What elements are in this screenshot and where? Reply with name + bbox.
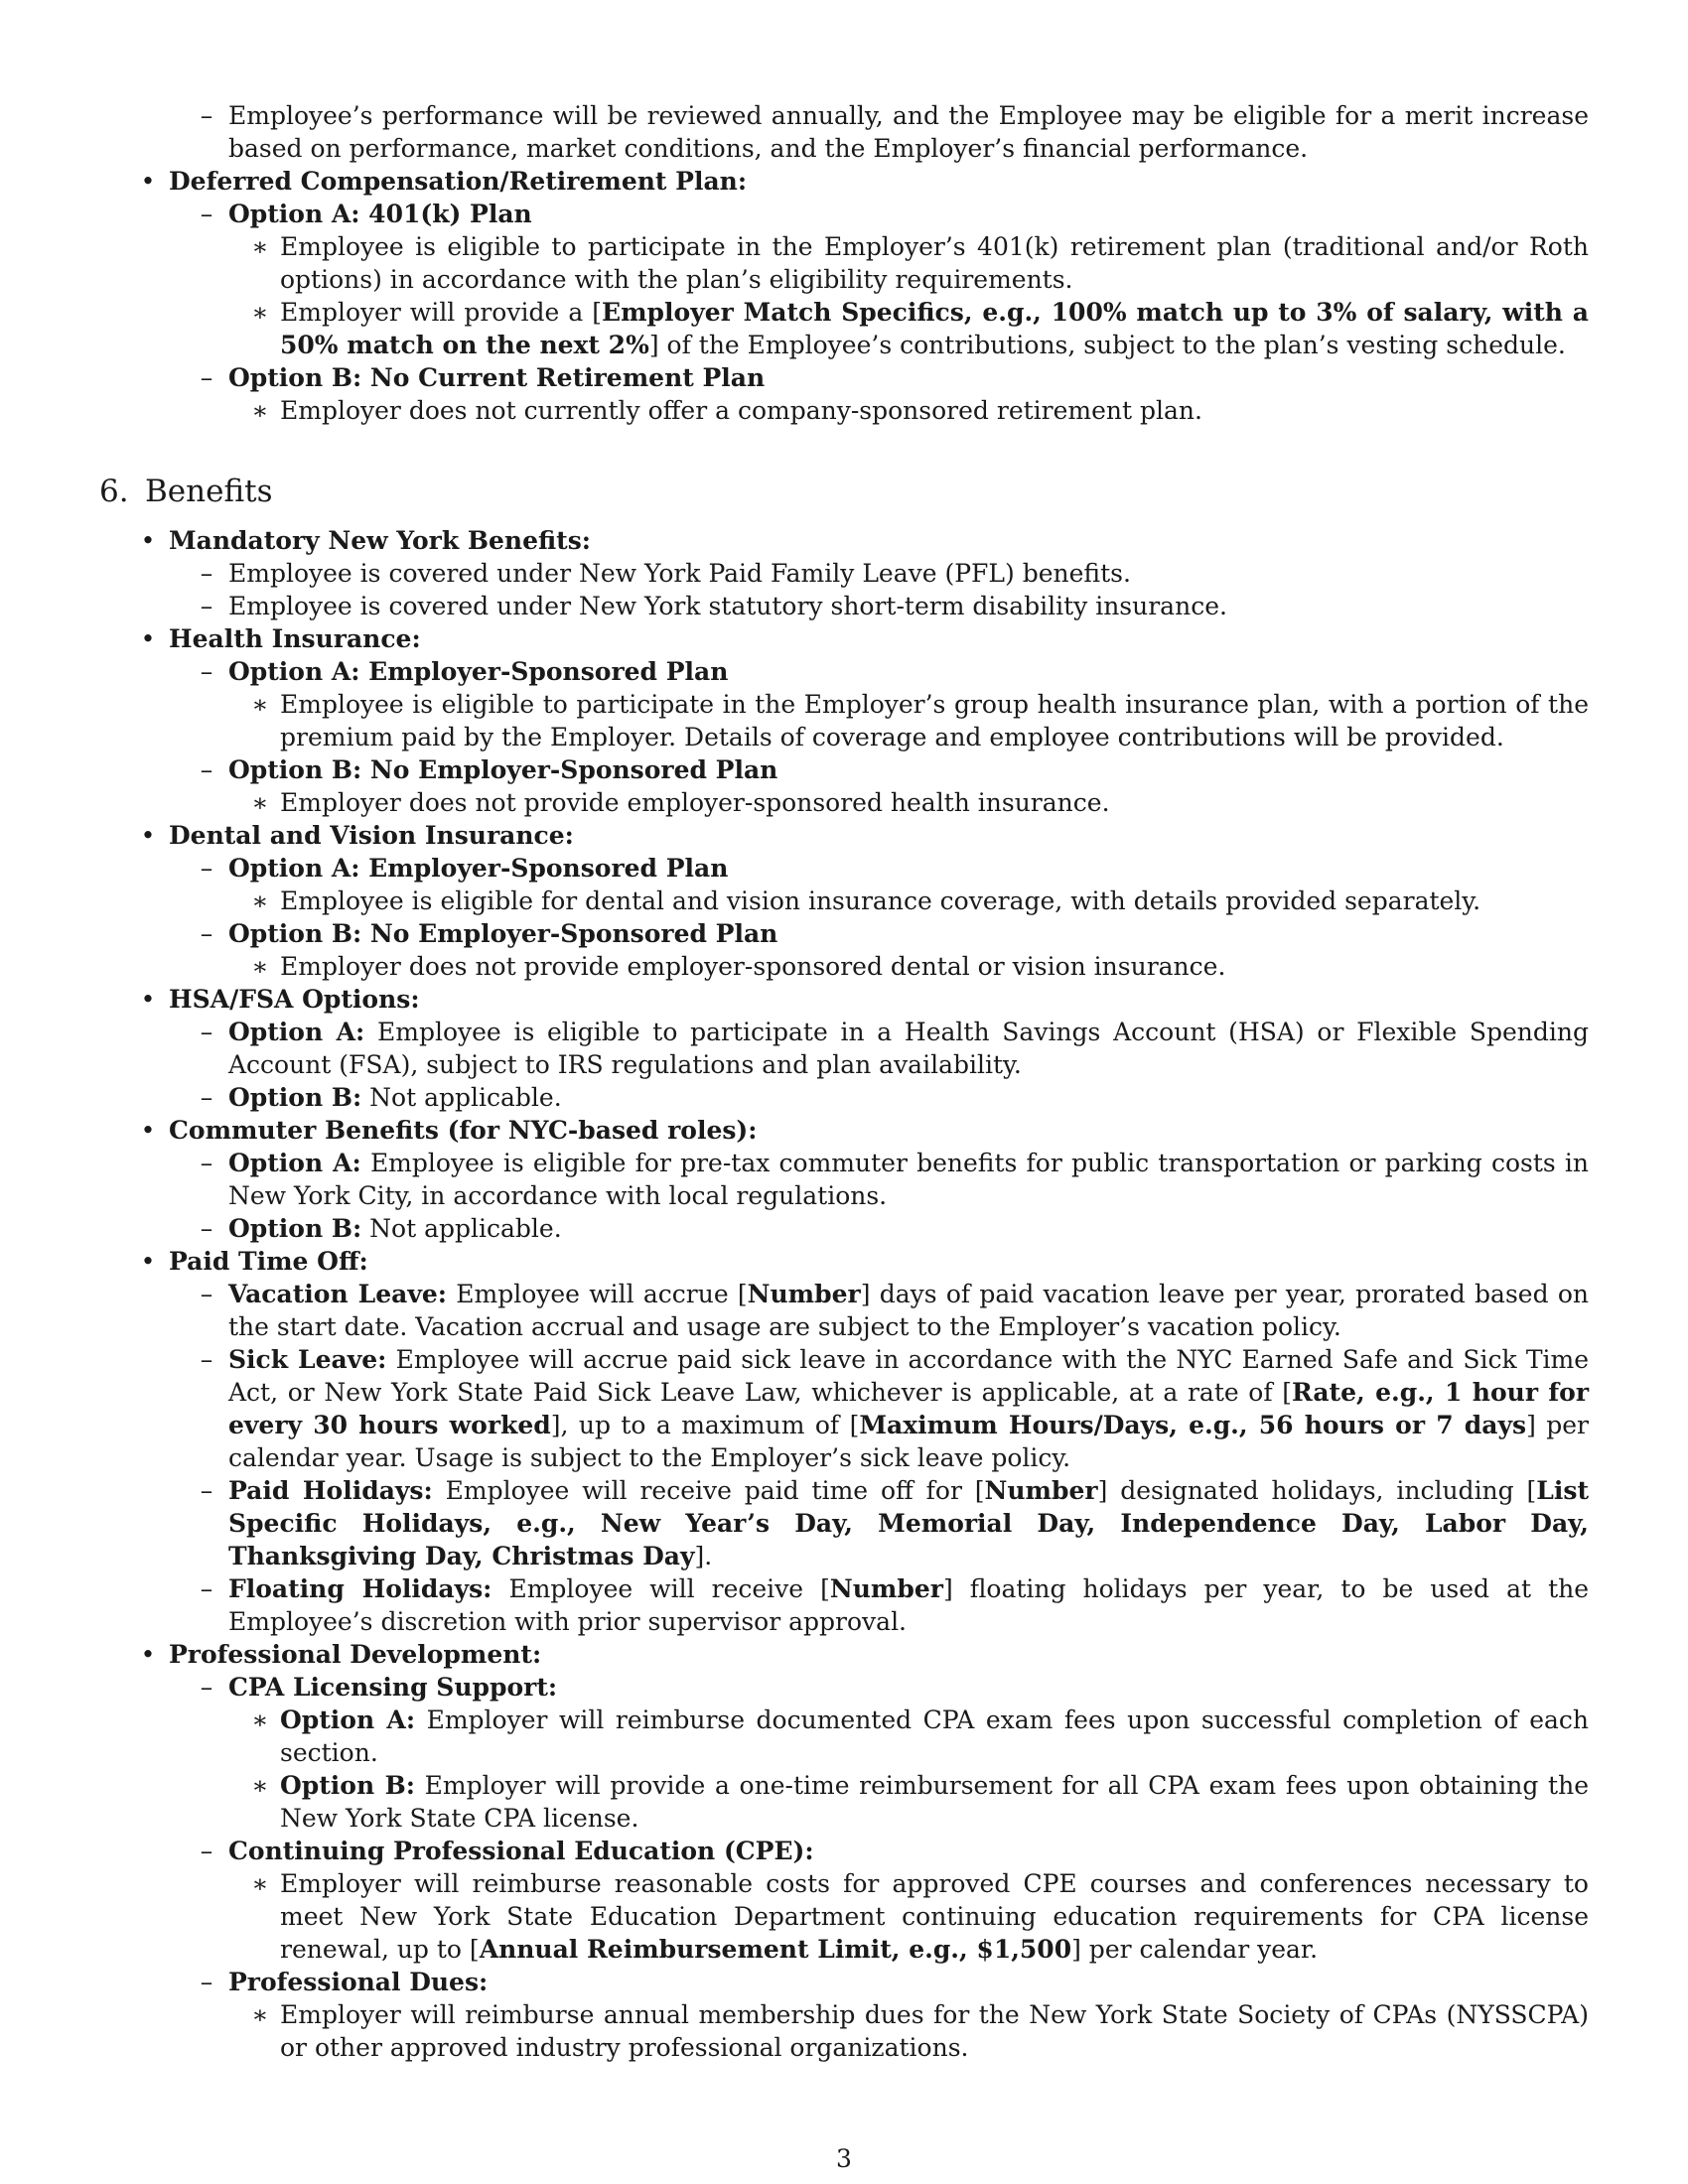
dash-marker: – — [200, 1476, 213, 1505]
list-item: – Employee is covered under New York statutory short-term disability insurance. — [99, 590, 1589, 622]
dash-marker: – — [200, 1018, 213, 1046]
dash-marker: – — [200, 1574, 213, 1603]
list-item: ∗ Employer will reimburse annual membership dues for the New York State Society of CPAs (NYSSCPA) or other approved industry professional organizations. — [99, 1998, 1589, 2064]
list-item: – Option A: Employer-Sponsored Plan — [99, 655, 1589, 688]
asterisk-marker: ∗ — [251, 887, 269, 915]
list-item: • Mandatory New York Benefits: — [99, 524, 1589, 557]
list-item: ∗ Employer does not provide employer-sponsored health insurance. — [99, 786, 1589, 819]
asterisk-marker: ∗ — [251, 952, 269, 981]
dash-marker: – — [200, 200, 213, 228]
list-item: – Employee is covered under New York Paid Family Leave (PFL) benefits. — [99, 557, 1589, 590]
bullet-marker: • — [140, 821, 156, 850]
list-item: – Vacation Leave: Employee will accrue [Number] days of paid vacation leave per year, prorated based on the start date. Vacation accrual and usage are subject to the Employer’s vacation policy. — [99, 1278, 1589, 1343]
list-item: – Option A: Employer-Sponsored Plan — [99, 852, 1589, 885]
section-title: Benefits — [145, 474, 273, 509]
list-item: – Option B: No Current Retirement Plan — [99, 361, 1589, 394]
list-item: – Option B: No Employer-Sponsored Plan — [99, 917, 1589, 950]
list-item: ∗ Employee is eligible for dental and vision insurance coverage, with details provided separately. — [99, 885, 1589, 917]
dash-marker: – — [200, 1968, 213, 1996]
list-item: – Continuing Professional Education (CPE): — [99, 1835, 1589, 1867]
list-item: • Commuter Benefits (for NYC-based roles): — [99, 1114, 1589, 1147]
list-item: ∗ Employee is eligible to participate in the Employer’s 401(k) retirement plan (traditional and/or Roth options) in accordance with the plan’s eligibility requirements. — [99, 230, 1589, 296]
retirement-heading: Deferred Compensation/Retirement Plan: — [169, 167, 748, 196]
list-item: ∗ Employer does not currently offer a company-sponsored retirement plan. — [99, 394, 1589, 427]
dash-marker: – — [200, 101, 213, 130]
dash-marker: – — [200, 854, 213, 883]
dash-marker: – — [200, 1280, 213, 1308]
list-item: – Option A: Employee is eligible to participate in a Health Savings Account (HSA) or Flexible Spending Account (FSA), subject to IRS regulations and plan availability. — [99, 1016, 1589, 1081]
dash-marker: – — [200, 657, 213, 686]
dash-marker: – — [200, 1837, 213, 1865]
asterisk-marker: ∗ — [251, 1869, 269, 1898]
list-item: ∗ Option B: Employer will provide a one-time reimbursement for all CPA exam fees upon obtaining the New York State CPA license. — [99, 1769, 1589, 1835]
bullet-marker: • — [140, 624, 156, 653]
dash-marker: – — [200, 1673, 213, 1702]
document-page — [99, 99, 1589, 2064]
list-item: – Sick Leave: Employee will accrue paid sick leave in accordance with the NYC Earned Safe and Sick Time Act, or New York State Paid Sick Leave Law, whichever is applicable, at a rate of [Rate, e.g., 1 hour for every 30 hours worked], up to a maximum of [Maximum Hours/Days, e.g., 56 hours or 7 days] per calendar year. Usage is subject to the Employer’s sick leave policy. — [99, 1343, 1589, 1474]
list-item: – Professional Dues: — [99, 1966, 1589, 1998]
section-heading — [99, 473, 1589, 510]
list-item: • Dental and Vision Insurance: — [99, 819, 1589, 852]
list-item: • HSA/FSA Options: — [99, 983, 1589, 1016]
list-item: • Professional Development: — [99, 1638, 1589, 1671]
asterisk-marker: ∗ — [251, 1771, 269, 1800]
asterisk-marker: ∗ — [251, 1706, 269, 1734]
bullet-marker: • — [140, 167, 156, 196]
asterisk-marker: ∗ — [251, 788, 269, 817]
list-item: – CPA Licensing Support: — [99, 1671, 1589, 1704]
list-item — [99, 165, 1589, 198]
list-item: ∗ Employee is eligible to participate in the Employer’s group health insurance plan, with a portion of the premium paid by the Employer. Details of coverage and employee contributions will be provided. — [99, 688, 1589, 753]
asterisk-marker: ∗ — [251, 2000, 269, 2029]
list-item: – Option B: No Employer-Sponsored Plan — [99, 753, 1589, 786]
asterisk-marker: ∗ — [251, 298, 269, 327]
list-item: ∗ Employer will provide a [Employer Match Specifics, e.g., 100% match up to 3% of salary, with a 50% match on the next 2%] of the Employee’s contributions, subject to the plan’s vesting schedule. — [99, 296, 1589, 361]
list-item: – Floating Holidays: Employee will receive [Number] floating holidays per year, to be used at the Employee’s discretion with prior supervisor approval. — [99, 1572, 1589, 1638]
list-item: – Option A: Employee is eligible for pre-tax commuter benefits for public transportation or parking costs in New York City, in accordance with local regulations. — [99, 1147, 1589, 1212]
bullet-marker: • — [140, 1247, 156, 1276]
dash-marker: – — [200, 755, 213, 784]
list-item: ∗ Employer will reimburse reasonable costs for approved CPE courses and conferences necessary to meet New York State Education Department continuing education requirements for CPA license renewal, up to [Annual Reimbursement Limit, e.g., $1,500] per calendar year. — [99, 1867, 1589, 1966]
dash-marker: – — [200, 1149, 213, 1177]
list-item: – Employee’s performance will be reviewed annually, and the Employee may be eligible for a merit increase based on performance, market conditions, and the Employer’s financial performance. — [99, 99, 1589, 165]
list-item: ∗ Option A: Employer will reimburse documented CPA exam fees upon successful completion of each section. — [99, 1704, 1589, 1769]
list-item: – Option B: Not applicable. — [99, 1081, 1589, 1114]
bullet-marker: • — [140, 1640, 156, 1669]
dash-marker: – — [200, 363, 213, 392]
list-item: – Option B: Not applicable. — [99, 1212, 1589, 1245]
list-item: • Health Insurance: — [99, 622, 1589, 655]
dash-marker: – — [200, 559, 213, 588]
dash-marker: – — [200, 919, 213, 948]
bullet-marker: • — [140, 985, 156, 1014]
list-item: – Paid Holidays: Employee will receive paid time off for [Number] designated holidays, including [List Specific Holidays, e.g., New Year’s Day, Memorial Day, Independence Day, Labor Day, Thanksgiving Day, Christmas Day]. — [99, 1474, 1589, 1572]
section-number: 6. — [99, 474, 129, 509]
bullet-marker: • — [140, 1116, 156, 1145]
list-item: • Paid Time Off: — [99, 1245, 1589, 1278]
dash-marker: – — [200, 592, 213, 620]
dash-marker: – — [200, 1083, 213, 1112]
list-item: – Option A: 401(k) Plan — [99, 198, 1589, 230]
asterisk-marker: ∗ — [251, 232, 269, 261]
asterisk-marker: ∗ — [251, 396, 269, 425]
bullet-marker: • — [140, 526, 156, 555]
asterisk-marker: ∗ — [251, 690, 269, 719]
list-item: ∗ Employer does not provide employer-sponsored dental or vision insurance. — [99, 950, 1589, 983]
dash-marker: – — [200, 1214, 213, 1243]
dash-marker: – — [200, 1345, 213, 1374]
page-number: 3 — [836, 2144, 852, 2173]
